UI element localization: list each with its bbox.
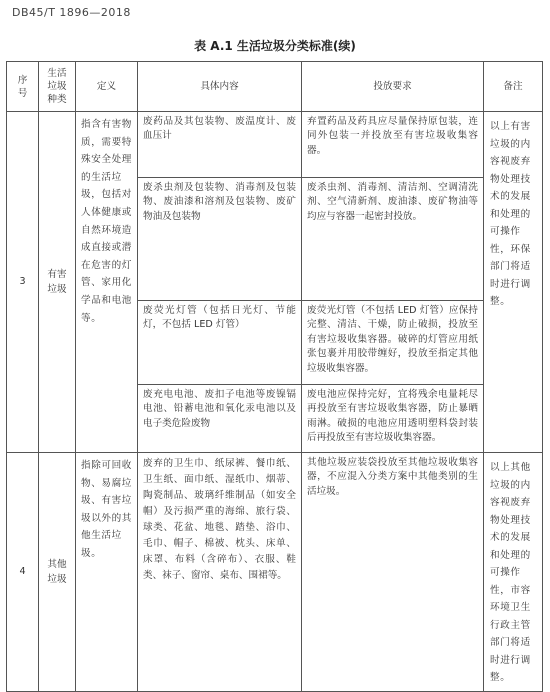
table-row <box>7 453 543 692</box>
content-cell: 废杀虫剂及包装物、消毒剂及包装物、废油漆和溶剂及包装物、废矿物油及包装物 <box>138 178 302 301</box>
table-caption: 表 A.1 生活垃圾分类标准(续) <box>194 39 356 53</box>
column-header-seq: 序号 <box>7 62 39 112</box>
content-cell: 废药品及其包装物、废温度计、废血压计 <box>138 112 302 178</box>
document-code: DB45/T 1896—2018 <box>12 6 131 19</box>
requirement-cell: 其他垃圾应装袋投放至其他垃圾收集容器，不应混入分类方案中其他类别的生活垃圾。 <box>302 453 484 692</box>
requirement-cell: 废杀虫剂、消毒剂、清洁剂、空调清洗剂、空气清新剂、废油漆、废矿物油等均应与容器一起密封投放。 <box>302 178 484 301</box>
column-header-definition: 定义 <box>76 62 138 112</box>
remark-cell: 以上其他垃圾的内容视废弃物处理技术的发展和处理的可操作性，市容环境卫生行政主管部门将适时进行调整。 <box>484 453 543 692</box>
column-header-requirement: 投放要求 <box>302 62 484 112</box>
requirement-cell: 废荧光灯管（不包括 LED 灯管）应保持完整、清洁、干燥，防止破损，投放至有害垃圾收集容器。破碎的灯管应用纸张包裹并用胶带缠好，投放至指定其他垃圾收集容器。 <box>302 301 484 385</box>
table-row <box>7 112 543 178</box>
seq-cell: 4 <box>7 453 39 692</box>
definition-cell: 指除可回收物、易腐垃圾、有害垃圾以外的其他生活垃圾。 <box>76 453 138 692</box>
column-header-type: 生活垃圾种类 <box>39 62 76 112</box>
requirement-cell: 废电池应保持完好，宜将残余电量耗尽再投放至有害垃圾收集容器，防止暴晒雨淋。破损的电池应用透明塑料袋封装后再投放至有害垃圾收集容器。 <box>302 385 484 453</box>
content-cell: 废充电电池、废扣子电池等废镍镉电池、铅蓄电池和氧化汞电池以及电子类危险废物 <box>138 385 302 453</box>
requirement-cell: 弃置药品及药具应尽量保持原包装，连同外包装一并投放至有害垃圾收集容器。 <box>302 112 484 178</box>
column-header-remark: 备注 <box>484 62 543 112</box>
column-header-content: 具体内容 <box>138 62 302 112</box>
seq-cell: 3 <box>7 112 39 453</box>
waste-type-cell: 其他垃圾 <box>39 453 76 692</box>
table-header-row <box>7 62 543 112</box>
content-cell: 废荧光灯管（包括日光灯、节能灯，不包括 LED 灯管） <box>138 301 302 385</box>
waste-type-cell: 有害垃圾 <box>39 112 76 453</box>
remark-cell: 以上有害垃圾的内容视废弃物处理技术的发展和处理的可操作性，环保部门将适时进行调整。 <box>484 112 543 453</box>
waste-classification-table <box>6 61 543 692</box>
definition-cell: 指含有害物质，需要特殊安全处理的生活垃圾，包括对人体健康或自然环境造成直接或潜在危害的灯管、家用化学品和电池等。 <box>76 112 138 453</box>
content-cell: 废弃的卫生巾、纸尿裤、餐巾纸、卫生纸、面巾纸、湿纸巾、烟蒂、陶瓷制品、玻璃纤维制品（如安全帽）及污损严重的海绵、旅行袋、球类、花盆、地毯、踏垫、浴巾、毛巾、帽子、棉被、枕头、床单、床罩、布料（含碎布）、衣服、鞋类、袜子、窗帘、桌布、围裙等。 <box>138 453 302 692</box>
